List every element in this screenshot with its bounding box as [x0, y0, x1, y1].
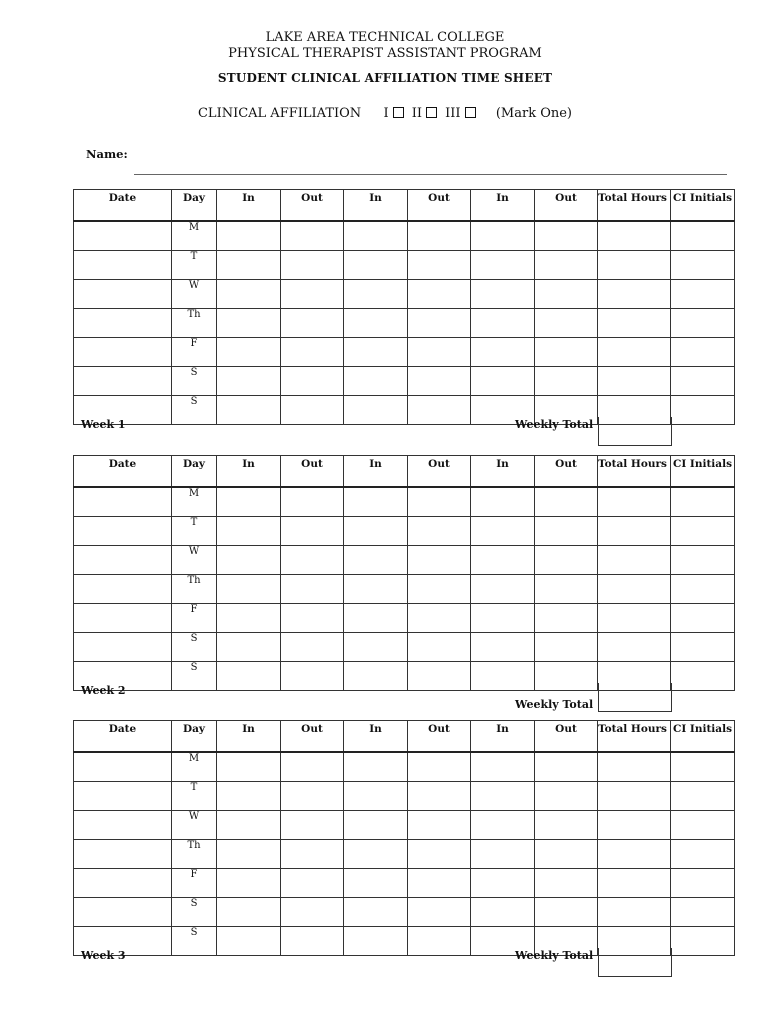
in-3-cell[interactable] [471, 662, 535, 691]
date-cell[interactable] [74, 575, 172, 604]
date-cell[interactable] [74, 782, 172, 811]
total-hours-cell[interactable] [598, 338, 671, 367]
table-row [74, 898, 735, 927]
table-row [74, 280, 735, 309]
program-name: PHYSICAL THERAPIST ASSISTANT PROGRAM [228, 46, 542, 61]
total-hours-cell[interactable] [598, 840, 671, 869]
total-hours-cell[interactable] [598, 604, 671, 633]
col-header-out-2: Out [408, 456, 471, 488]
out-1-cell[interactable] [281, 546, 344, 575]
affiliation-checkbox-1[interactable] [393, 107, 404, 118]
table-row [74, 840, 735, 869]
total-hours-cell[interactable] [598, 782, 671, 811]
in-3-cell[interactable] [471, 604, 535, 633]
col-header-in-1: In [217, 721, 281, 753]
ci-initials-cell[interactable] [671, 782, 735, 811]
out-2-cell[interactable] [408, 782, 471, 811]
out-2-cell[interactable] [408, 604, 471, 633]
day-cell: S [172, 927, 217, 956]
out-2-cell[interactable] [408, 752, 471, 782]
in-1-cell[interactable] [217, 575, 281, 604]
weekly-total-field[interactable] [598, 948, 672, 977]
date-cell[interactable] [74, 604, 172, 633]
in-2-cell[interactable] [344, 927, 408, 956]
in-2-cell[interactable] [344, 575, 408, 604]
out-1-cell[interactable] [281, 221, 344, 251]
in-2-cell[interactable] [344, 869, 408, 898]
page-title: STUDENT CLINICAL AFFILIATION TIME SHEET [217, 71, 553, 85]
col-header-date: Date [74, 721, 172, 753]
in-1-cell[interactable] [217, 782, 281, 811]
out-2-cell[interactable] [408, 869, 471, 898]
in-3-cell[interactable] [471, 840, 535, 869]
in-2-cell[interactable] [344, 546, 408, 575]
date-cell[interactable] [74, 811, 172, 840]
out-3-cell[interactable] [535, 251, 598, 280]
col-header-total-hours: Total Hours [598, 456, 671, 488]
col-header-out-1: Out [281, 721, 344, 753]
out-1-cell[interactable] [281, 251, 344, 280]
out-3-cell[interactable] [535, 633, 598, 662]
col-header-in-3: In [471, 190, 535, 222]
ci-initials-cell[interactable] [671, 221, 735, 251]
out-2-cell[interactable] [408, 840, 471, 869]
table-row [74, 869, 735, 898]
out-1-cell[interactable] [281, 604, 344, 633]
ci-initials-cell[interactable] [671, 927, 735, 956]
date-cell[interactable] [74, 251, 172, 280]
out-2-cell[interactable] [408, 633, 471, 662]
table-row [74, 811, 735, 840]
col-header-in-1: In [217, 190, 281, 222]
table-row [74, 221, 735, 251]
col-header-out-3: Out [535, 190, 598, 222]
in-1-cell[interactable] [217, 517, 281, 546]
in-1-cell[interactable] [217, 487, 281, 517]
total-hours-cell[interactable] [598, 487, 671, 517]
college-name: LAKE AREA TECHNICAL COLLEGE [265, 30, 505, 45]
day-cell: S [172, 367, 217, 396]
in-1-cell[interactable] [217, 898, 281, 927]
out-1-cell[interactable] [281, 869, 344, 898]
col-header-total-hours: Total Hours [598, 190, 671, 222]
in-1-cell[interactable] [217, 309, 281, 338]
in-2-cell[interactable] [344, 752, 408, 782]
table-row [74, 633, 735, 662]
in-1-cell[interactable] [217, 280, 281, 309]
affiliation-checkbox-3[interactable] [465, 107, 476, 118]
table-row [74, 487, 735, 517]
in-3-cell[interactable] [471, 575, 535, 604]
in-3-cell[interactable] [471, 546, 535, 575]
week-3-table [73, 720, 735, 956]
date-cell[interactable] [74, 840, 172, 869]
out-1-cell[interactable] [281, 633, 344, 662]
table-row [74, 782, 735, 811]
week-label: Week 3 [81, 948, 126, 962]
in-1-cell[interactable] [217, 338, 281, 367]
ci-initials-cell[interactable] [671, 546, 735, 575]
total-hours-cell[interactable] [598, 251, 671, 280]
col-header-ci-initials: CI Initials [671, 456, 735, 488]
table-row [74, 309, 735, 338]
affiliation-checkbox-2[interactable] [426, 107, 437, 118]
out-2-cell[interactable] [408, 221, 471, 251]
total-hours-cell[interactable] [598, 811, 671, 840]
out-3-cell[interactable] [535, 662, 598, 691]
in-1-cell[interactable] [217, 604, 281, 633]
ci-initials-cell[interactable] [671, 869, 735, 898]
in-3-cell[interactable] [471, 338, 535, 367]
table-row [74, 251, 735, 280]
in-2-cell[interactable] [344, 487, 408, 517]
total-hours-cell[interactable] [598, 309, 671, 338]
col-header-day: Day [172, 721, 217, 753]
out-1-cell[interactable] [281, 396, 344, 425]
in-3-cell[interactable] [471, 251, 535, 280]
out-2-cell[interactable] [408, 367, 471, 396]
out-3-cell[interactable] [535, 221, 598, 251]
in-3-cell[interactable] [471, 869, 535, 898]
day-cell: W [172, 811, 217, 840]
ci-initials-cell[interactable] [671, 367, 735, 396]
out-2-cell[interactable] [408, 280, 471, 309]
out-1-cell[interactable] [281, 898, 344, 927]
out-3-cell[interactable] [535, 517, 598, 546]
out-1-cell[interactable] [281, 752, 344, 782]
out-3-cell[interactable] [535, 840, 598, 869]
col-header-date: Date [74, 456, 172, 488]
table-row [74, 338, 735, 367]
table-row [74, 575, 735, 604]
in-1-cell[interactable] [217, 840, 281, 869]
date-cell[interactable] [74, 869, 172, 898]
out-2-cell[interactable] [408, 309, 471, 338]
in-2-cell[interactable] [344, 782, 408, 811]
total-hours-cell[interactable] [598, 633, 671, 662]
in-2-cell[interactable] [344, 662, 408, 691]
out-3-cell[interactable] [535, 869, 598, 898]
out-1-cell[interactable] [281, 782, 344, 811]
day-cell: F [172, 338, 217, 367]
ci-initials-cell[interactable] [671, 396, 735, 425]
affiliation-option-3: III [445, 106, 461, 121]
col-header-ci-initials: CI Initials [671, 190, 735, 222]
name-label: Name: [86, 147, 128, 161]
ci-initials-cell[interactable] [671, 517, 735, 546]
in-3-cell[interactable] [471, 633, 535, 662]
out-2-cell[interactable] [408, 898, 471, 927]
name-field[interactable] [134, 174, 727, 175]
out-1-cell[interactable] [281, 487, 344, 517]
date-cell[interactable] [74, 487, 172, 517]
in-3-cell[interactable] [471, 367, 535, 396]
in-1-cell[interactable] [217, 633, 281, 662]
table-row [74, 604, 735, 633]
weekly-total-field[interactable] [598, 683, 672, 712]
day-cell: S [172, 898, 217, 927]
day-cell: Th [172, 840, 217, 869]
day-cell: M [172, 752, 217, 782]
date-cell[interactable] [74, 309, 172, 338]
col-header-date: Date [74, 190, 172, 222]
out-3-cell[interactable] [535, 604, 598, 633]
in-2-cell[interactable] [344, 280, 408, 309]
weekly-total-label: Weekly Total [515, 417, 594, 431]
total-hours-cell[interactable] [598, 575, 671, 604]
ci-initials-cell[interactable] [671, 309, 735, 338]
ci-initials-cell[interactable] [671, 633, 735, 662]
in-2-cell[interactable] [344, 338, 408, 367]
affiliation-option-1: I [383, 106, 389, 121]
out-1-cell[interactable] [281, 517, 344, 546]
out-3-cell[interactable] [535, 546, 598, 575]
day-cell: T [172, 782, 217, 811]
out-3-cell[interactable] [535, 487, 598, 517]
in-2-cell[interactable] [344, 221, 408, 251]
out-1-cell[interactable] [281, 309, 344, 338]
out-1-cell[interactable] [281, 280, 344, 309]
col-header-out-3: Out [535, 721, 598, 753]
total-hours-cell[interactable] [598, 752, 671, 782]
in-1-cell[interactable] [217, 662, 281, 691]
ci-initials-cell[interactable] [671, 811, 735, 840]
in-1-cell[interactable] [217, 927, 281, 956]
in-2-cell[interactable] [344, 251, 408, 280]
col-header-in-2: In [344, 456, 408, 488]
in-1-cell[interactable] [217, 367, 281, 396]
total-hours-cell[interactable] [598, 280, 671, 309]
total-hours-cell[interactable] [598, 898, 671, 927]
in-2-cell[interactable] [344, 309, 408, 338]
out-1-cell[interactable] [281, 575, 344, 604]
in-2-cell[interactable] [344, 633, 408, 662]
date-cell[interactable] [74, 338, 172, 367]
day-cell: W [172, 280, 217, 309]
out-3-cell[interactable] [535, 280, 598, 309]
affiliation-option-2: II [411, 106, 423, 121]
in-1-cell[interactable] [217, 811, 281, 840]
weekly-total-label: Weekly Total [515, 697, 594, 711]
week-label: Week 2 [81, 683, 126, 697]
ci-initials-cell[interactable] [671, 575, 735, 604]
day-cell: T [172, 517, 217, 546]
day-cell: M [172, 221, 217, 251]
total-hours-cell[interactable] [598, 546, 671, 575]
in-1-cell[interactable] [217, 251, 281, 280]
weekly-total-label: Weekly Total [515, 948, 594, 962]
in-2-cell[interactable] [344, 604, 408, 633]
ci-initials-cell[interactable] [671, 487, 735, 517]
in-2-cell[interactable] [344, 840, 408, 869]
day-cell: F [172, 869, 217, 898]
ci-initials-cell[interactable] [671, 604, 735, 633]
col-header-in-2: In [344, 721, 408, 753]
in-3-cell[interactable] [471, 487, 535, 517]
week-label: Week 1 [81, 417, 126, 431]
ci-initials-cell[interactable] [671, 662, 735, 691]
date-cell[interactable] [74, 517, 172, 546]
out-1-cell[interactable] [281, 811, 344, 840]
out-3-cell[interactable] [535, 367, 598, 396]
in-1-cell[interactable] [217, 546, 281, 575]
date-cell[interactable] [74, 633, 172, 662]
day-cell: S [172, 633, 217, 662]
col-header-out-3: Out [535, 456, 598, 488]
out-1-cell[interactable] [281, 840, 344, 869]
day-cell: T [172, 251, 217, 280]
ci-initials-cell[interactable] [671, 280, 735, 309]
date-cell[interactable] [74, 367, 172, 396]
day-cell: F [172, 604, 217, 633]
affiliation-label: CLINICAL AFFILIATION [197, 106, 362, 121]
out-2-cell[interactable] [408, 251, 471, 280]
affiliation-row [0, 106, 770, 121]
col-header-day: Day [172, 190, 217, 222]
total-hours-cell[interactable] [598, 367, 671, 396]
col-header-day: Day [172, 456, 217, 488]
out-1-cell[interactable] [281, 927, 344, 956]
in-3-cell[interactable] [471, 517, 535, 546]
col-header-out-1: Out [281, 190, 344, 222]
in-2-cell[interactable] [344, 898, 408, 927]
out-1-cell[interactable] [281, 338, 344, 367]
date-cell[interactable] [74, 546, 172, 575]
day-cell: Th [172, 309, 217, 338]
out-2-cell[interactable] [408, 662, 471, 691]
out-1-cell[interactable] [281, 662, 344, 691]
in-2-cell[interactable] [344, 811, 408, 840]
col-header-out-2: Out [408, 190, 471, 222]
ci-initials-cell[interactable] [671, 840, 735, 869]
total-hours-cell[interactable] [598, 221, 671, 251]
day-cell: S [172, 396, 217, 425]
date-cell[interactable] [74, 221, 172, 251]
out-2-cell[interactable] [408, 338, 471, 367]
week-2-table [73, 455, 735, 691]
affiliation-note: (Mark One) [495, 106, 572, 121]
table-row [74, 546, 735, 575]
out-2-cell[interactable] [408, 575, 471, 604]
out-2-cell[interactable] [408, 546, 471, 575]
date-cell[interactable] [74, 280, 172, 309]
out-3-cell[interactable] [535, 782, 598, 811]
in-1-cell[interactable] [217, 752, 281, 782]
out-2-cell[interactable] [408, 517, 471, 546]
out-2-cell[interactable] [408, 396, 471, 425]
in-3-cell[interactable] [471, 811, 535, 840]
ci-initials-cell[interactable] [671, 251, 735, 280]
ci-initials-cell[interactable] [671, 752, 735, 782]
col-header-total-hours: Total Hours [598, 721, 671, 753]
day-cell: W [172, 546, 217, 575]
in-3-cell[interactable] [471, 898, 535, 927]
weekly-total-field[interactable] [598, 417, 672, 446]
in-3-cell[interactable] [471, 280, 535, 309]
ci-initials-cell[interactable] [671, 898, 735, 927]
in-1-cell[interactable] [217, 221, 281, 251]
out-3-cell[interactable] [535, 752, 598, 782]
week-1-table [73, 189, 735, 425]
col-header-in-1: In [217, 456, 281, 488]
in-1-cell[interactable] [217, 869, 281, 898]
col-header-in-2: In [344, 190, 408, 222]
date-cell[interactable] [74, 752, 172, 782]
in-3-cell[interactable] [471, 752, 535, 782]
out-3-cell[interactable] [535, 338, 598, 367]
table-row [74, 517, 735, 546]
in-3-cell[interactable] [471, 221, 535, 251]
in-3-cell[interactable] [471, 782, 535, 811]
out-3-cell[interactable] [535, 898, 598, 927]
table-row [74, 752, 735, 782]
out-3-cell[interactable] [535, 575, 598, 604]
out-3-cell[interactable] [535, 309, 598, 338]
ci-initials-cell[interactable] [671, 338, 735, 367]
day-cell: M [172, 487, 217, 517]
day-cell: S [172, 662, 217, 691]
out-2-cell[interactable] [408, 927, 471, 956]
out-1-cell[interactable] [281, 367, 344, 396]
in-2-cell[interactable] [344, 396, 408, 425]
col-header-out-1: Out [281, 456, 344, 488]
total-hours-cell[interactable] [598, 517, 671, 546]
day-cell: Th [172, 575, 217, 604]
in-3-cell[interactable] [471, 309, 535, 338]
out-2-cell[interactable] [408, 811, 471, 840]
col-header-in-3: In [471, 721, 535, 753]
col-header-in-3: In [471, 456, 535, 488]
in-1-cell[interactable] [217, 396, 281, 425]
col-header-ci-initials: CI Initials [671, 721, 735, 753]
out-2-cell[interactable] [408, 487, 471, 517]
col-header-out-2: Out [408, 721, 471, 753]
in-2-cell[interactable] [344, 367, 408, 396]
total-hours-cell[interactable] [598, 869, 671, 898]
date-cell[interactable] [74, 898, 172, 927]
in-2-cell[interactable] [344, 517, 408, 546]
table-row [74, 367, 735, 396]
out-3-cell[interactable] [535, 811, 598, 840]
